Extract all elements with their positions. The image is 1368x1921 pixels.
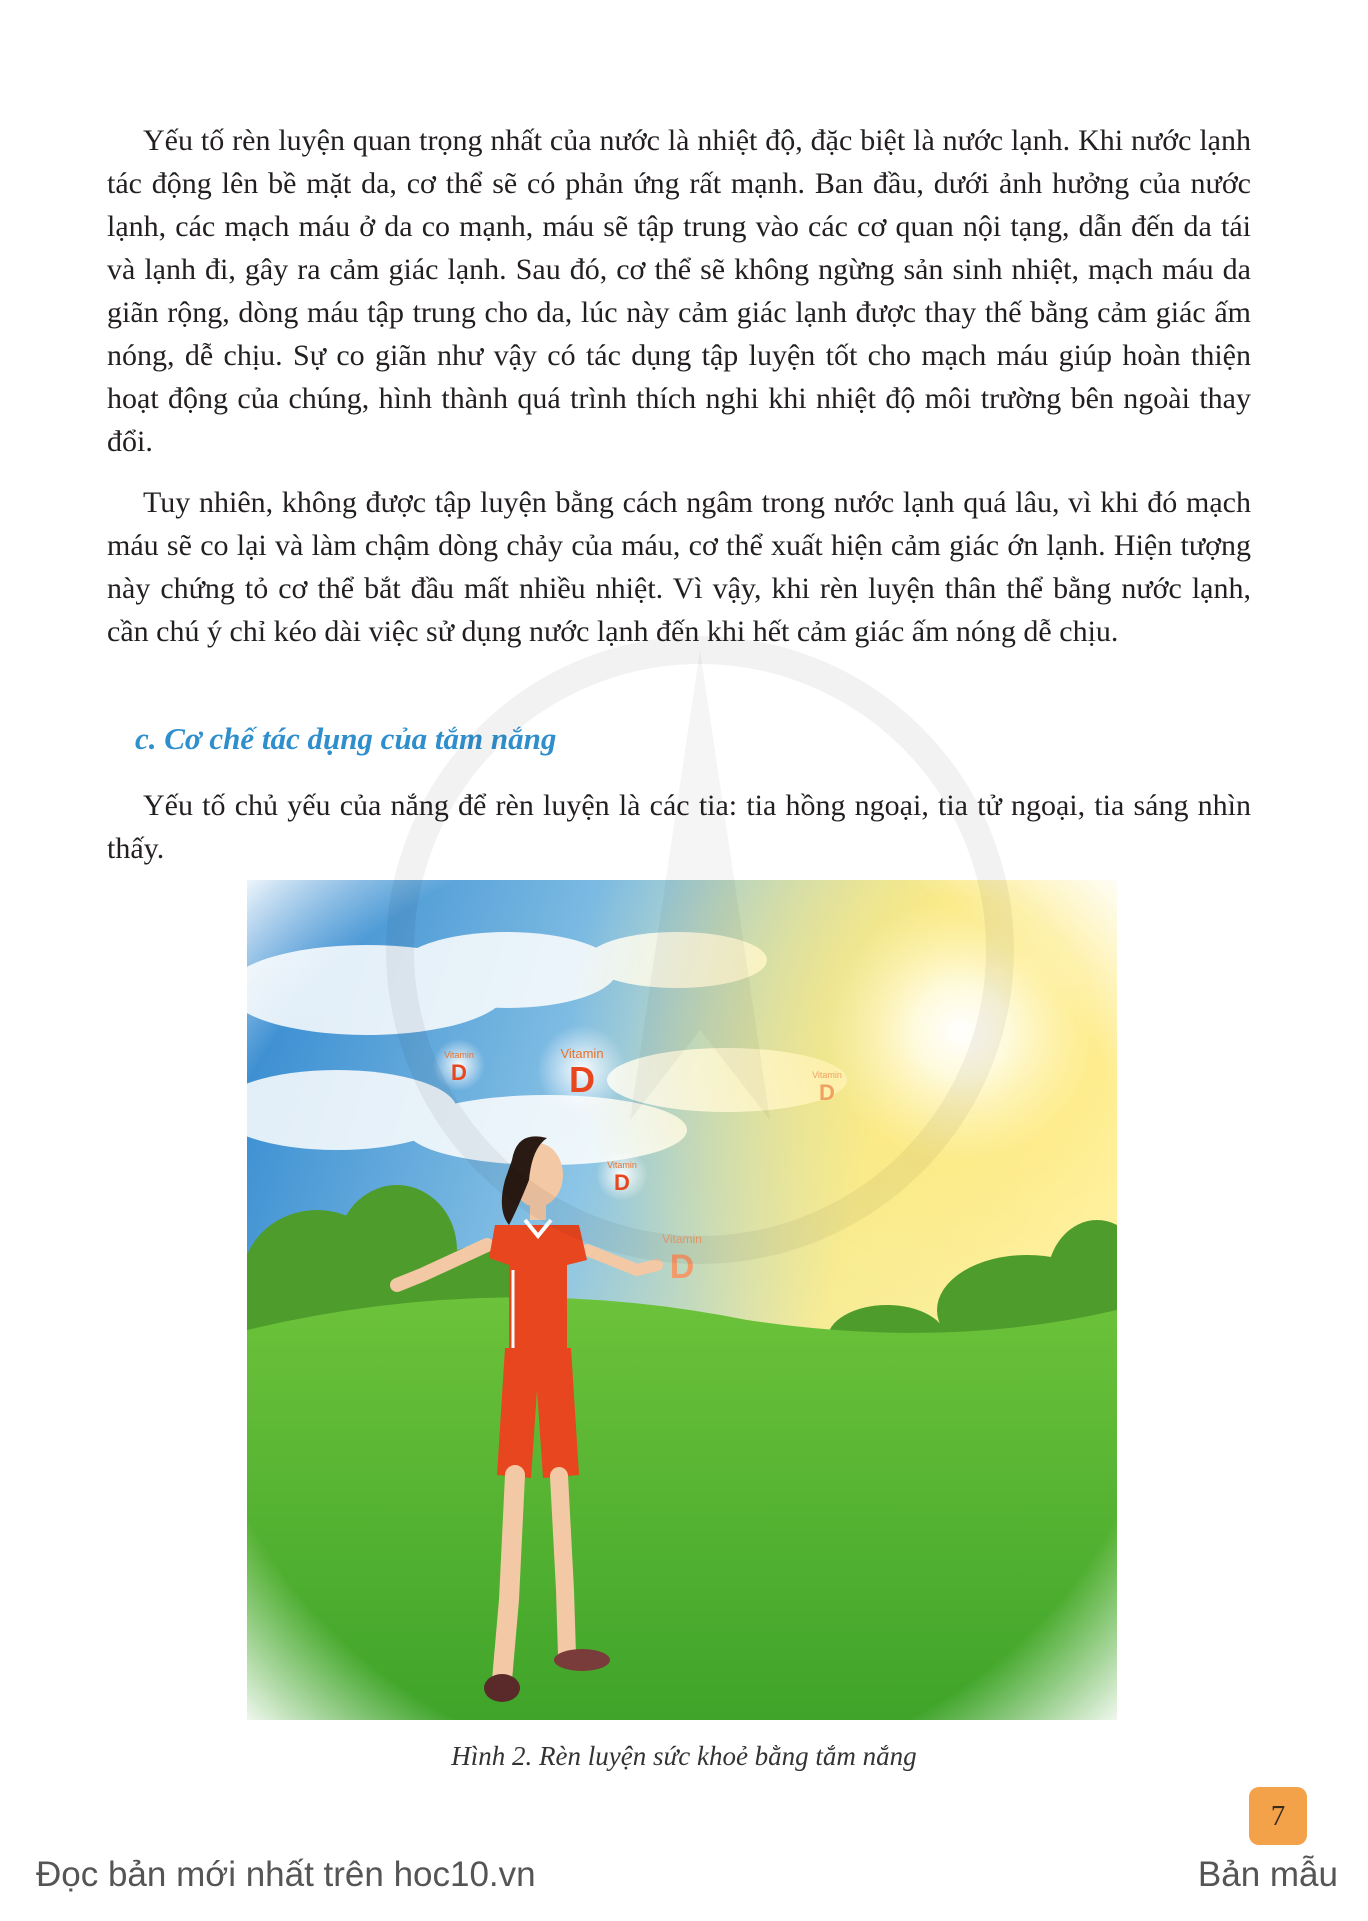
footer-source-link[interactable]: Đọc bản mới nhất trên hoc10.vn — [36, 1855, 536, 1894]
footer-sample-label: Bản mẫu — [1197, 1855, 1338, 1894]
body-paragraph-3: Yếu tố chủ yếu của nắng để rèn luyện là các tia: tia hồng ngoại, tia tử ngoại, tia sáng nhìn thấy. — [107, 789, 1251, 865]
body-paragraph-2: Tuy nhiên, không được tập luyện bằng cách ngâm trong nước lạnh quá lâu, vì khi đó mạch máu sẽ co lại và làm chậm dòng chảy của máu, cơ thể xuất hiện cảm giác ớn lạnh. Hiện tượng này chứng tỏ cơ thể bắt đầu mất nhiều nhiệt. Vì vậy, khi rèn luyện thân thể bằng nước lạnh, cần chú ý chỉ kéo dài việc sử dụng nước lạnh đến khi hết cảm giác ấm nóng dễ chịu. — [107, 486, 1251, 648]
figure-caption: Hình 2. Rèn luyện sức khoẻ bằng tắm nắng — [451, 1741, 917, 1771]
sunbathing-illustration — [247, 880, 1117, 1720]
page-number-badge: 7 — [1249, 1787, 1307, 1845]
body-paragraph-1: Yếu tố rèn luyện quan trọng nhất của nước là nhiệt độ, đặc biệt là nước lạnh. Khi nước lạnh tác động lên bề mặt da, cơ thể sẽ có phản ứng rất mạnh. Ban đầu, dưới ảnh hưởng của nước lạnh, các mạch máu ở da co mạnh, máu sẽ tập trung vào các cơ quan nội tạng, dẫn đến da tái và lạnh đi, gây ra cảm giác lạnh. Sau đó, cơ thể sẽ không ngừng sản sinh nhiệt, mạch máu da giãn rộng, dòng máu tập trung cho da, lúc này cảm giác lạnh được thay thế bằng cảm giác ấm nóng, dễ chịu. Sự co giãn như vậy có tác dụng tập luyện tốt cho mạch máu giúp hoàn thiện hoạt động của chúng, hình thành quá trình thích nghi khi nhiệt độ môi trường bên ngoài thay đổi. — [107, 124, 1251, 458]
section-heading: c. Cơ chế tác dụng của tắm nắng — [135, 721, 557, 756]
